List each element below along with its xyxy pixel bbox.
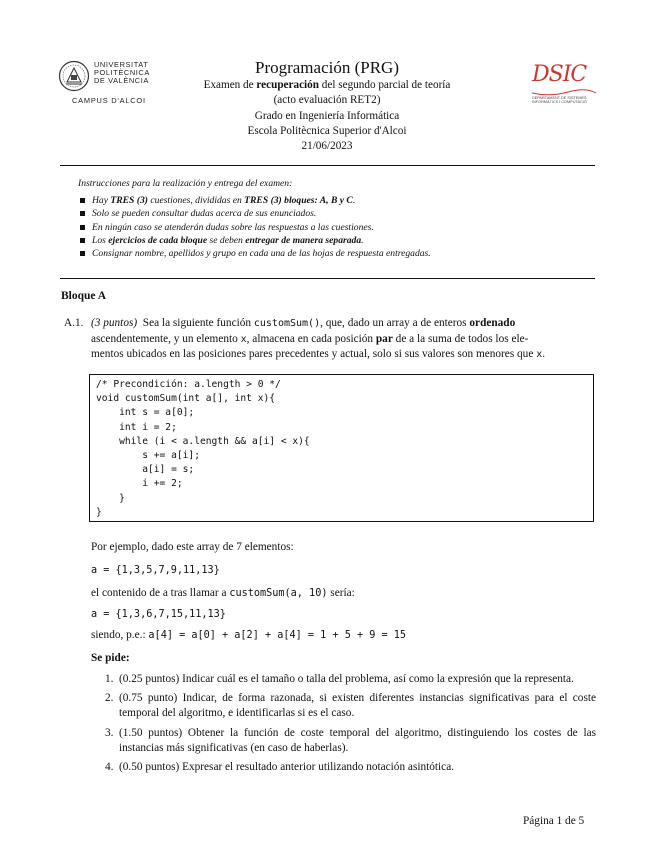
instructions-list [78, 194, 598, 260]
dsic-logo [528, 62, 598, 112]
question-points: (3 puntos) [91, 317, 138, 329]
degree-name: Grado en Ingeniería Informática [254, 109, 400, 122]
block-title: Bloque A [61, 290, 107, 302]
task-item: 2. (0.75 punto) Indicar, de forma razonada, si existen diferentes instancias significativas para el coste temporal del algoritmo, e identificarlas si es el caso. [105, 692, 596, 720]
se-pide-heading: Se pide: [91, 652, 130, 664]
upv-seal-icon [58, 60, 90, 94]
instructions-title: Instrucciones para la realización y entrega del examen: [78, 178, 293, 189]
exam-header [168, 58, 486, 154]
instruction-item: Hay TRES (3) cuestiones, divididas en TRES (3) bloques: A, B y C. [78, 194, 598, 207]
function-name: customSum() [253, 318, 321, 329]
sum-expression: a[4] = a[0] + a[2] + a[4] = 1 + 5 + 9 = 15 [148, 630, 407, 641]
university-line-3: DE VALÈNCIA [94, 76, 149, 86]
instructions-divider [60, 278, 595, 279]
task-item: 4. (0.50 puntos) Expresar el resultado anterior utilizando notación asintótica. [105, 761, 455, 774]
campus-name: CAMPUS D'ALCOI [72, 96, 146, 105]
bullet-square-icon [80, 251, 85, 256]
task-item: 3. (1.50 puntos) Obtener la función de coste temporal del algoritmo, distinguiendo los costes de las instancias más significativas (en caso de haberlas). [105, 726, 596, 754]
university-line-1: UNIVERSITAT [94, 60, 149, 69]
bullet-square-icon [80, 211, 85, 216]
header-divider [60, 165, 595, 166]
school-name: Escola Politècnica Superior d'Alcoi [247, 124, 407, 137]
exam-subtitle: Examen de recuperación del segundo parcial de teoría [203, 79, 451, 91]
example-intro: Por ejemplo, dado este array de 7 elementos: [91, 541, 294, 553]
question-body: (3 puntos) Sea la siguiente función customSum(), que, dado un array a de enteros ordenado ascendentemente, y un elemento x, almacena en cada posición par de a la suma de todos los ele- mentos ubicados en las posiciones pares precedentes y actual, solo si sus valores son menores que x. [91, 317, 546, 361]
bullet-square-icon [80, 225, 85, 230]
task-list [91, 672, 596, 779]
dsic-logo-text: DSIC [532, 62, 587, 87]
code-listing [89, 374, 594, 522]
instruction-item: Consignar nombre, apellidos y grupo en cada una de las hojas de respuesta entregadas. [78, 247, 598, 260]
instructions [78, 177, 598, 260]
page-number: Página 1 de 5 [523, 815, 585, 827]
after-call-text: el contenido de a tras llamar a customSum(a, 10) sería: [91, 587, 355, 599]
example-detail: siendo, p.e.: a[4] = a[0] + a[2] + a[4] = 1 + 5 + 9 = 15 [91, 629, 407, 641]
university-line-2: POLITÈCNICA [94, 68, 150, 78]
exam-date: 21/06/2023 [301, 140, 353, 153]
code-text: /* Precondición: a.length > 0 */ void customSum(int a[], int x){ int s = a[0]; int i = 2; while (i < a.length && a[i] < x){ s += a[i]; a[i] = s; i += 2; } } [96, 379, 310, 518]
exam-act: (acto evaluación RET2) [273, 94, 381, 107]
dsic-department: DEPARTAMENT DE SISTEMES INFORMÀTICS I COMPUTACIÓ [532, 96, 587, 105]
array-after: a = {1,3,6,7,15,11,13} [91, 609, 226, 620]
task-item: 1. (0.25 puntos) Indicar cuál es el tamaño o talla del problema, así como la expresión que la representa. [105, 673, 574, 685]
bullet-square-icon [80, 198, 85, 203]
university-name [94, 61, 150, 86]
instruction-item: En ningún caso se atenderán dudas sobre las respuestas a las cuestiones. [78, 221, 598, 234]
call-expression: customSum(a, 10) [229, 588, 328, 599]
upv-logo [58, 60, 158, 106]
question-number: A.1. [64, 317, 84, 329]
array-before: a = {1,3,5,7,9,11,13} [91, 565, 220, 576]
instruction-item: Solo se pueden consultar dudas acerca de sus enunciados. [78, 207, 598, 220]
instruction-item: Los ejercicios de cada bloque se deben entregar de manera separada. [78, 234, 598, 247]
course-title: Programación (PRG) [254, 58, 399, 77]
bullet-square-icon [80, 238, 85, 243]
